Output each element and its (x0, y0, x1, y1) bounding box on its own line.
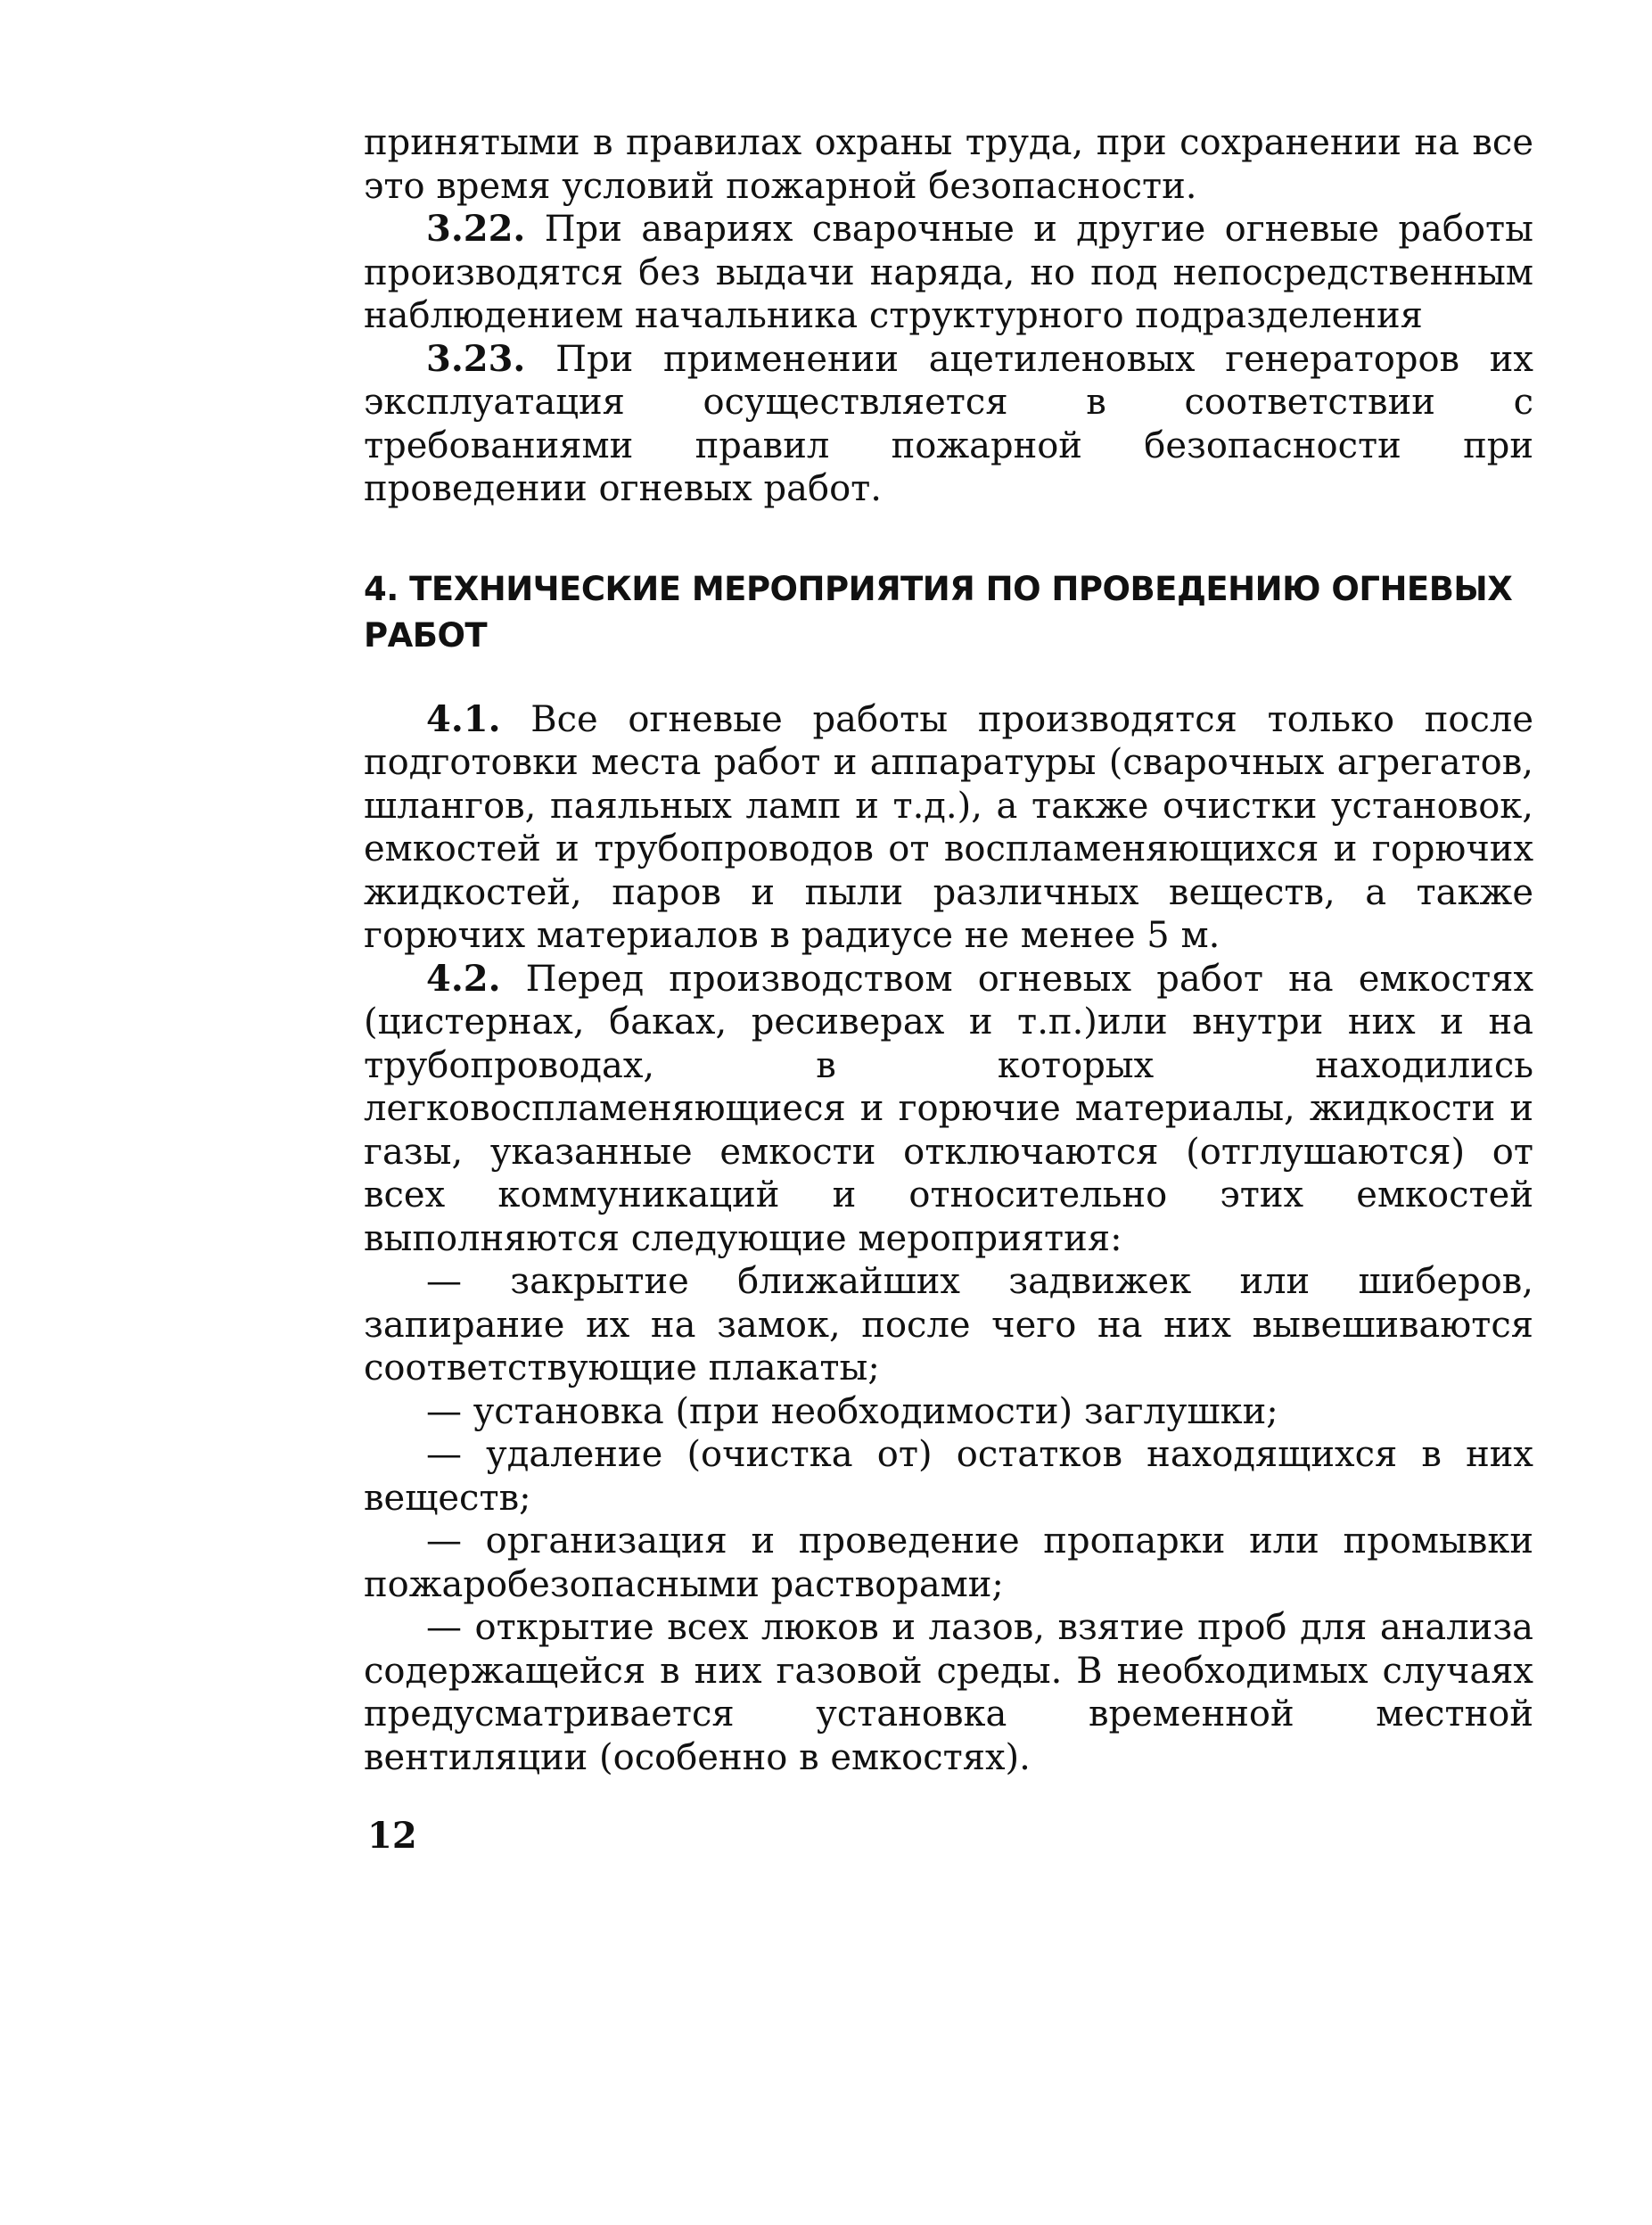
list-item: — открытие всех люков и лазов, взятие проб для анализа содержащейся в них газовой среды. В необходимых случаях предусматривается установка временной местной вентиляции (особенно в емкостях). (364, 1607, 1533, 1778)
paragraph-4-2 (364, 958, 1533, 1261)
paragraph-number: 3.22. (426, 208, 526, 250)
paragraph-3-23 (364, 338, 1533, 511)
page-number: 12 (367, 1815, 417, 1857)
paragraph-number: 4.2. (426, 957, 501, 1000)
paragraph-text: принятыми в правилах охраны труда, при сохранении на все это время условий пожарной безопасности. (364, 122, 1533, 207)
paragraph-text: При применении ацетиленовых генераторов их эксплуатация осуществляется в соответствии с требованиями правил пожарной безопасности при проведении огневых работ. (364, 338, 1533, 509)
paragraph-text: При авариях сварочные и другие огневые работы производятся без выдачи наряда, но под непосредственным наблюдением начальника структурного подразделения (364, 209, 1533, 336)
paragraph-3-22 (364, 208, 1533, 338)
paragraph-number: 3.23. (426, 337, 526, 380)
paragraph-text: Перед производством огневых работ на емкостях (цистернах, баках, ресиверах и т.п.)или внутри них и на трубопроводах, в которых находились легковоспламеняющиеся и горючие материалы, жидкости и газы, указанные емкости отключаются (отглушаются) от всех коммуникаций и относительно этих емкостей выполняются следующие мероприятия: (364, 958, 1533, 1259)
paragraph-4-1 (364, 698, 1533, 958)
list-item: — закрытие ближайших задвижек или шиберов, запирание их на замок, после чего на них вывешиваются соответствующие плакаты; (364, 1261, 1533, 1389)
list-item: — удаление (очистка от) остатков находящихся в них веществ; (364, 1434, 1533, 1519)
list-item: — установка (при необходимости) заглушки; (426, 1390, 1278, 1432)
section-heading: 4. ТЕХНИЧЕСКИЕ МЕРОПРИЯТИЯ ПО ПРОВЕДЕНИЮ ОГНЕВЫХ РАБОТ (364, 569, 1513, 655)
paragraph-text: Все огневые работы производятся только после подготовки места работ и аппаратуры (сварочных агрегатов, шлангов, паяльных ламп и т.д.), а также очистки установок, емкостей и трубопроводов от воспламеняющихся и горючих жидкостей, паров и пыли различных веществ, а также горючих материалов в радиусе не менее 5 м. (364, 698, 1533, 956)
paragraph-number: 4.1. (426, 697, 501, 740)
paragraph-continuation (364, 121, 1533, 208)
list-item: — организация и проведение пропарки или промывки пожаробезопасными растворами; (364, 1520, 1533, 1605)
document-page (364, 121, 1533, 1779)
